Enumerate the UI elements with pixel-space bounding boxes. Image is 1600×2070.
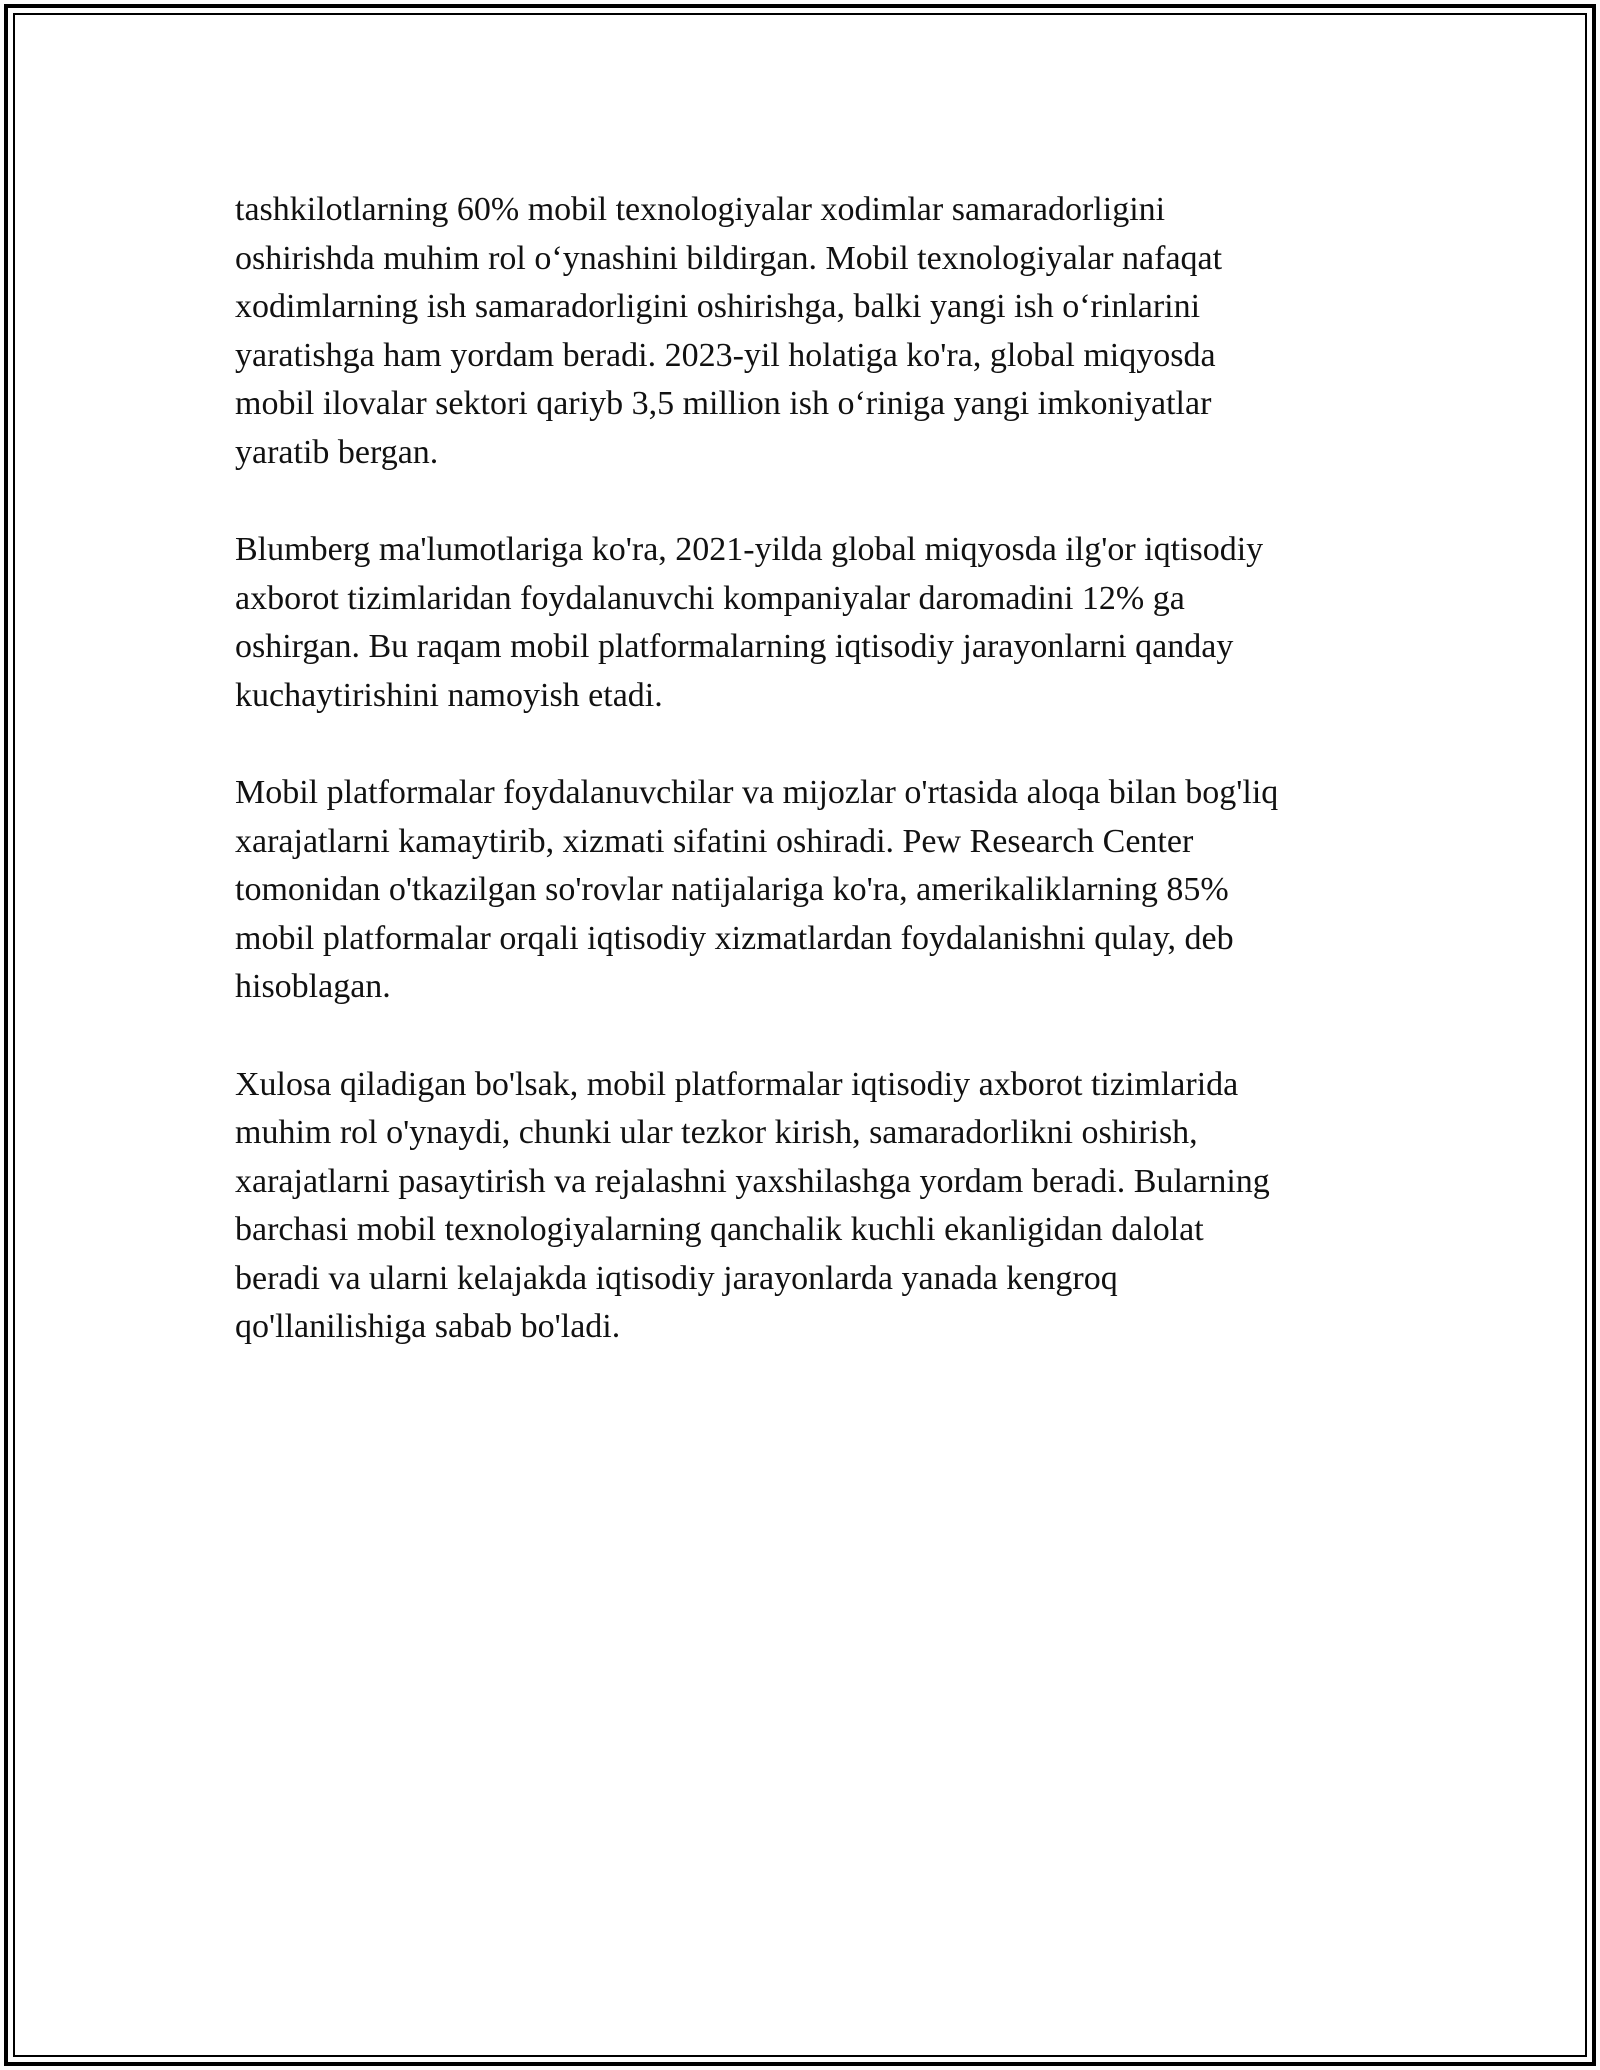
paragraph-conclusion: Xulosa qiladigan bo'lsak, mobil platformalar iqtisodiy axborot tizimlarida muhim rol o'ynaydi, chunki ular tezkor kirish, samaradorlikni oshirish, xarajatlarni pasaytirish va rejalashni yaxshilashga yordam beradi. Bularning barchasi mobil texnologiyalarning qanchalik kuchli ekanligidan dalolat beradi va ularni kelajakda iqtisodiy jarayonlarda yanada kengroq qo'llanilishiga sabab bo'ladi. [235,1065,1270,1345]
paragraph-mobile-tech-productivity: tashkilotlarning 60% mobil texnologiyalar xodimlar samaradorligini oshirishda muhim rol o‘ynashini bildirgan. Mobil texnologiyalar nafaqat xodimlarning ish samaradorligini oshirishga, balki yangi ish o‘rinlarini yaratishga ham yordam beradi. 2023-yil holatiga ko'ra, global miqyosda mobil ilovalar sektori qariyb 3,5 million ish o‘riniga yangi imkoniyatlar yaratib bergan. [235,191,1223,471]
paragraph-blumberg-data: Blumberg ma'lumotlariga ko'ra, 2021-yilda global miqyosda ilg'or iqtisodiy axborot tizimlaridan foydalanuvchi kompaniyalar daromadini 12% ga oshirgan. Bu raqam mobil platformalarning iqtisodiy jarayonlarni qanday kuchaytirishini namoyish etadi. [235,531,1264,714]
document-body [235,186,1365,1401]
paragraph-pew-research: Mobil platformalar foydalanuvchilar va mijozlar o'rtasida aloqa bilan bog'liq xarajatlarni kamaytirib, xizmati sifatini oshiradi. Pew Research Center tomonidan o'tkazilgan so'rovlar natijalariga ko'ra, amerikaliklarning 85% mobil platformalar orqali iqtisodiy xizmatlardan foydalanishni qulay, deb hisoblagan. [235,774,1279,1005]
